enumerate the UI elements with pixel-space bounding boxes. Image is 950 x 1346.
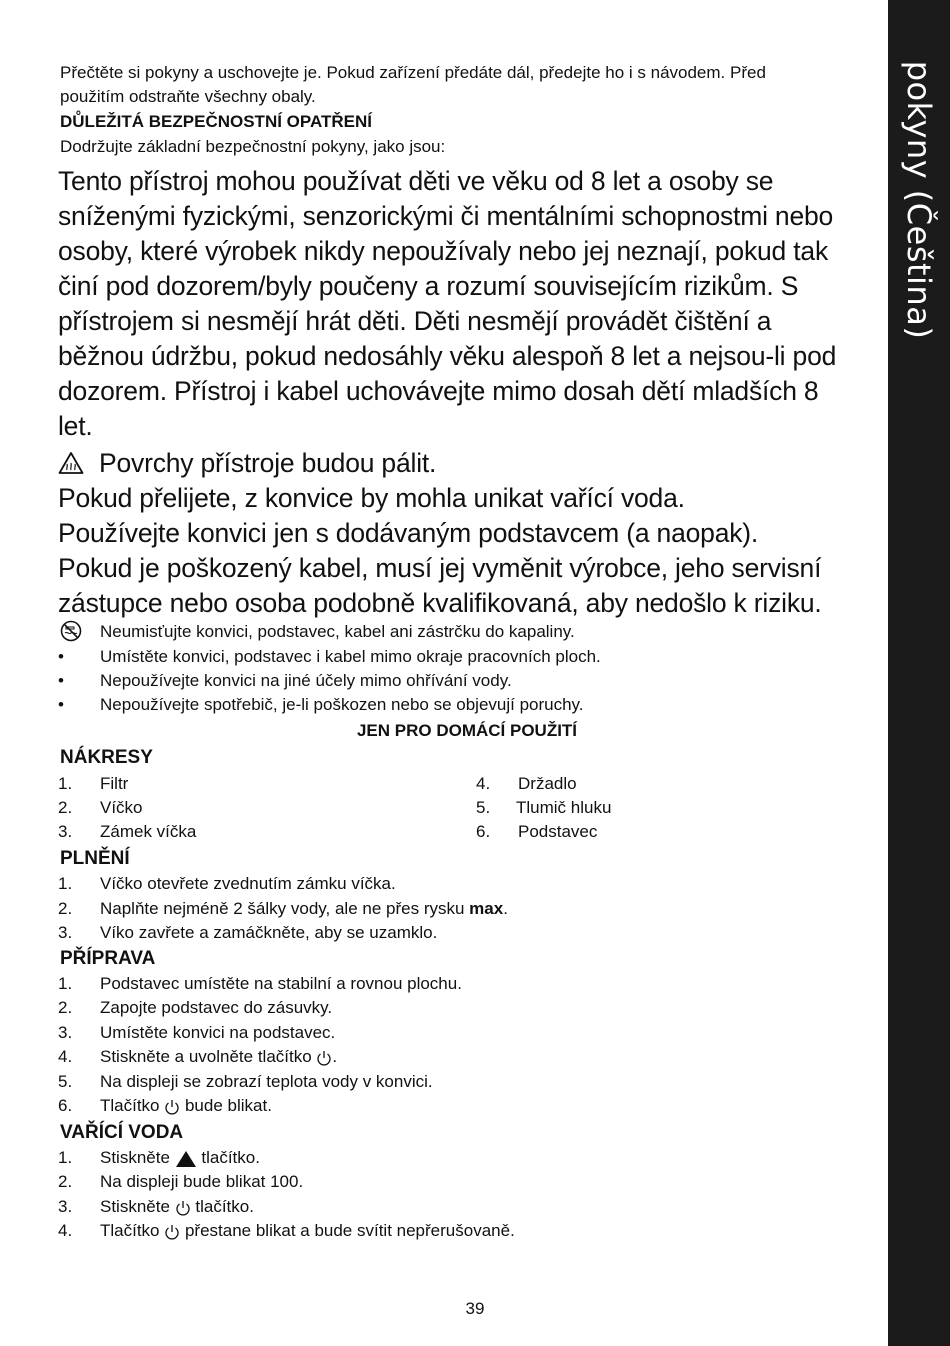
- hot-surface-text: Povrchy přístroje budou pálit.: [99, 448, 437, 478]
- step-text: Tlačítko: [100, 1221, 165, 1240]
- bullet-symbol: •: [58, 695, 64, 714]
- step-text-end: tlačítko.: [190, 1197, 254, 1216]
- item-number: 5.: [476, 798, 491, 817]
- item-label: Podstavec: [518, 822, 598, 841]
- step-text-end: tlačítko.: [196, 1148, 260, 1167]
- power-icon: [164, 1223, 180, 1241]
- step-text-end: přestane blikat a bude svítit nepřerušovaně.: [180, 1221, 515, 1240]
- info-line: Používejte konvici jen s dodávaným podstavcem (a naopak).: [58, 518, 759, 548]
- step-text-end: .: [503, 899, 508, 918]
- safety-subheading: Dodržujte základní bezpečnostní pokyny, jako jsou:: [60, 137, 446, 156]
- up-triangle-icon: [175, 1150, 197, 1168]
- item-number: 6.: [476, 822, 491, 841]
- power-icon: [175, 1199, 191, 1217]
- warning-line: přístrojem si nesmějí hrát děti. Děti nesmějí provádět čištění a: [58, 306, 772, 336]
- step-text-end: bude blikat.: [180, 1096, 272, 1115]
- bullet-item: Nepoužívejte spotřebič, je-li poškozen nebo se objevují poruchy.: [100, 695, 584, 714]
- item-label: Zámek víčka: [100, 822, 197, 841]
- warning-line: dozorem. Přístroj i kabel uchovávejte mimo dosah dětí mladších 8: [58, 376, 819, 406]
- warning-line: činí pod dozorem/byly poučeny a rozumí souvisejícím rizikům. S: [58, 271, 799, 301]
- info-line: Pokud přelijete, z konvice by mohla unikat vařící voda.: [58, 483, 685, 513]
- step-text: Tlačítko: [100, 1096, 165, 1115]
- warning-line: běžnou údržbu, pokud nedosáhly věku alespoň 8 let a nejsou-li pod: [58, 341, 837, 371]
- power-icon: [316, 1049, 332, 1067]
- no-immerse-text: Neumisťujte konvici, podstavec, kabel ani zástrčku do kapaliny.: [100, 622, 575, 641]
- step-number: 3.: [58, 1197, 73, 1216]
- info-line: Pokud je poškozený kabel, musí jej vyměnit výrobce, jeho servisní: [58, 553, 822, 583]
- page-number: 39: [465, 1299, 485, 1318]
- step-text: Zapojte podstavec do zásuvky.: [100, 998, 333, 1017]
- step-text: Víčko otevřete zvednutím zámku víčka.: [100, 874, 396, 893]
- power-icon: [164, 1098, 180, 1116]
- step-number: 2.: [58, 899, 73, 918]
- item-label: Držadlo: [518, 774, 577, 793]
- bullet-symbol: •: [58, 671, 64, 690]
- warning-line: Tento přístroj mohou používat děti ve věku od 8 let a osoby se: [58, 166, 774, 196]
- safety-heading: DŮLEŽITÁ BEZPEČNOSTNÍ OPATŘENÍ: [60, 112, 372, 131]
- step-text: Stiskněte a uvolněte tlačítko: [100, 1047, 317, 1066]
- hot-surface-warning-icon: [58, 451, 84, 475]
- side-tab-label: pokyny (Čeština): [900, 60, 938, 340]
- step-number: 6.: [58, 1096, 73, 1115]
- item-label: Tlumič hluku: [516, 798, 612, 817]
- item-label: Filtr: [100, 774, 129, 793]
- info-line: zástupce nebo osoba podobně kvalifikovaná, aby nedošlo k riziku.: [58, 588, 822, 618]
- bullet-symbol: •: [58, 647, 64, 666]
- preparation-heading: PŘÍPRAVA: [60, 948, 156, 969]
- item-number: 2.: [58, 798, 73, 817]
- step-text: Umístěte konvici na podstavec.: [100, 1023, 336, 1042]
- warning-line: osoby, které výrobek nikdy nepoužívaly nebo jej neznají, pokud tak: [58, 236, 828, 266]
- step-number: 3.: [58, 1023, 73, 1042]
- bullet-item: Umístěte konvici, podstavec i kabel mimo okraje pracovních ploch.: [100, 647, 601, 666]
- step-number: 2.: [58, 998, 73, 1017]
- bullet-item: Nepoužívejte konvici na jiné účely mimo ohřívání vody.: [100, 671, 512, 690]
- step-text-end: .: [332, 1047, 338, 1066]
- step-number: 4.: [58, 1047, 73, 1066]
- intro-line-2: použitím odstraňte všechny obaly.: [60, 87, 316, 106]
- step-text: Víko zavřete a zamáčkněte, aby se uzamklo.: [100, 923, 438, 942]
- boiling-heading: VAŘÍCÍ VODA: [60, 1122, 184, 1143]
- step-text: Stiskněte: [100, 1148, 175, 1167]
- step-number: 1.: [58, 874, 73, 893]
- step-text: Na displeji se zobrazí teplota vody v konvici.: [100, 1072, 433, 1091]
- step-text: Na displeji bude blikat 100.: [100, 1172, 304, 1191]
- step-number: 5.: [58, 1072, 73, 1091]
- item-number: 3.: [58, 822, 73, 841]
- step-number: 1.: [58, 1148, 73, 1167]
- filling-heading: PLNĚNÍ: [60, 848, 130, 869]
- drawings-heading: NÁKRESY: [60, 747, 153, 768]
- item-number: 4.: [476, 774, 491, 793]
- item-label: Víčko: [100, 798, 143, 817]
- step-number: 3.: [58, 923, 73, 942]
- max-mark-label: max: [469, 899, 504, 918]
- step-number: 4.: [58, 1221, 73, 1240]
- no-immerse-icon: [60, 620, 82, 642]
- step-text: Podstavec umístěte na stabilní a rovnou plochu.: [100, 974, 462, 993]
- step-text: Stiskněte: [100, 1197, 175, 1216]
- household-use-heading: JEN PRO DOMÁCÍ POUŽITÍ: [356, 721, 578, 740]
- step-number: 1.: [58, 974, 73, 993]
- intro-line-1: Přečtěte si pokyny a uschovejte je. Pokud zařízení předáte dál, předejte ho i s návodem. Před: [60, 63, 766, 82]
- step-text: Naplňte nejméně 2 šálky vody, ale ne přes rysku: [100, 899, 470, 918]
- item-number: 1.: [58, 774, 73, 793]
- warning-line: let.: [58, 411, 93, 441]
- warning-line: sníženými fyzickými, senzorickými či mentálními schopnostmi nebo: [58, 201, 834, 231]
- step-number: 2.: [58, 1172, 73, 1191]
